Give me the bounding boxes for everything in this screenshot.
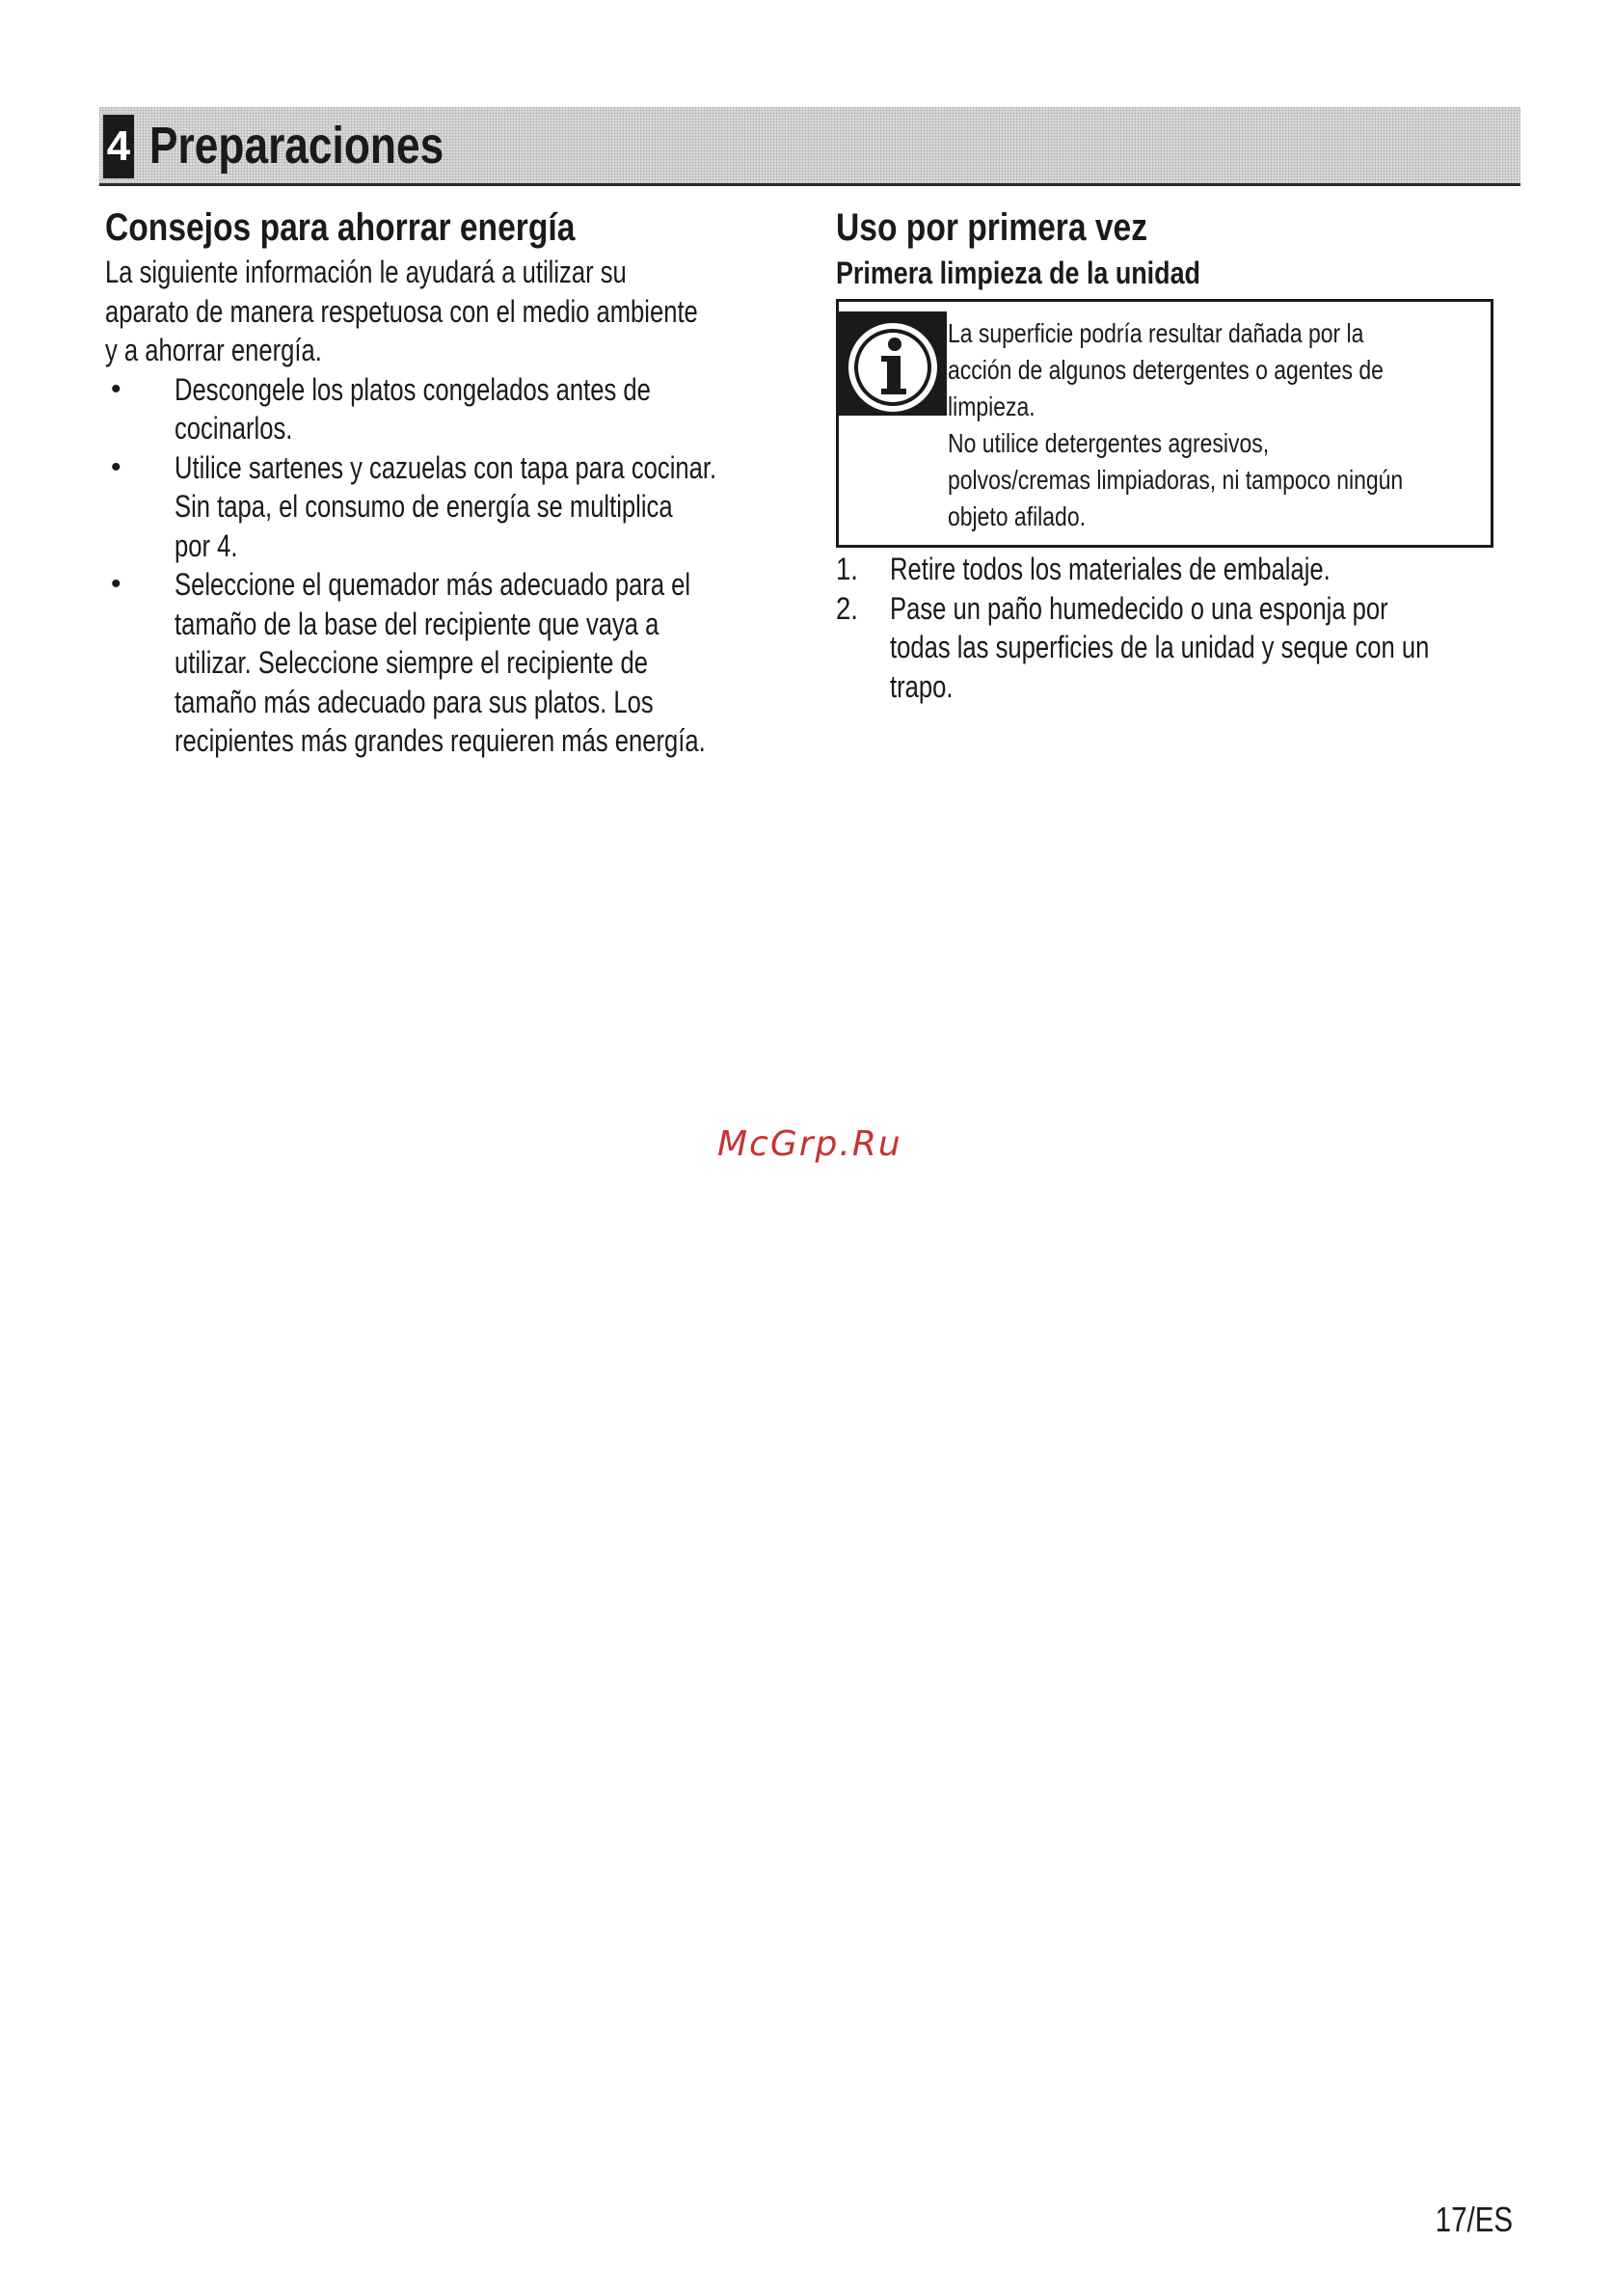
- left-column: [105, 203, 799, 761]
- intro-line: [105, 331, 799, 370]
- info-line: [948, 462, 1488, 499]
- bullet-line-text: utilizar. Seleccione siempre el recipiente de: [175, 645, 648, 680]
- bullet-item: [105, 448, 799, 566]
- step-line-text: Pase un paño humedecido o una esponja por: [890, 590, 1388, 626]
- bullet-line-text: Descongele los platos congelados antes de: [175, 371, 651, 407]
- bullet-line-text: recipientes más grandes requieren más energía.: [175, 723, 706, 758]
- bullet-line-text: cocinarlos.: [175, 411, 293, 446]
- info-line: [948, 315, 1488, 352]
- step-line: [890, 667, 1511, 707]
- info-line-text: No utilice detergentes agresivos,: [948, 428, 1270, 458]
- bullet-line-text: Seleccione el quemador más adecuado para el: [175, 567, 691, 602]
- bullet-line: [175, 683, 799, 722]
- step-line-text: todas las superficies de la unidad y seque con un: [890, 630, 1430, 664]
- step-number-text: 1.: [836, 552, 858, 586]
- intro-paragraph: [105, 253, 799, 370]
- bullet-line: [175, 721, 799, 761]
- intro-line-text: y a ahorrar energía.: [105, 333, 322, 367]
- info-line-text: La superficie podría resultar dañada por la: [948, 318, 1364, 348]
- bullet-line-text: tamaño más adecuado para sus platos. Los: [175, 684, 654, 719]
- section-heading-first-use-text: Uso por primera vez: [836, 206, 1148, 249]
- bullet-dot: •: [111, 450, 121, 483]
- info-line-text: polvos/cremas limpiadoras, ni tampoco ningún: [948, 465, 1404, 495]
- section-heading-energy: [105, 203, 799, 253]
- intro-line: [105, 253, 799, 292]
- info-line: [948, 389, 1488, 425]
- chapter-title-text: Preparaciones: [149, 117, 444, 175]
- bullet-list: [105, 370, 799, 761]
- step-line: [890, 628, 1511, 667]
- info-icon-graphic: [839, 311, 947, 416]
- bullet-line-text: tamaño de la base del recipiente que vaya a: [175, 606, 659, 641]
- info-line-text: limpieza.: [948, 392, 1036, 421]
- intro-line-text: La siguiente información le ayudará a utilizar su: [105, 255, 627, 289]
- info-notice-box: [836, 299, 1493, 548]
- info-line: [948, 425, 1488, 462]
- numbered-steps: [836, 550, 1511, 706]
- bullet-item: [105, 370, 799, 448]
- bullet-line-text: por 4.: [175, 527, 238, 563]
- bullet-line: [175, 605, 799, 644]
- intro-line: [105, 292, 799, 332]
- chapter-header: [99, 107, 1520, 186]
- subheading-first-cleaning-text: Primera limpieza de la unidad: [836, 256, 1200, 290]
- info-icon: [839, 311, 947, 416]
- bullet-line-text: Utilice sartenes y cazuelas con tapa para cocinar.: [175, 449, 717, 485]
- bullet-dot: •: [111, 372, 121, 405]
- bullet-line: [175, 448, 799, 488]
- bullet-line: [175, 487, 799, 527]
- step-line-text: trapo.: [890, 668, 954, 704]
- step-number: [836, 550, 862, 589]
- step-line: [890, 589, 1511, 629]
- info-line-text: acción de algunos detergentes o agentes de: [948, 355, 1384, 385]
- step-line: [890, 550, 1511, 589]
- bullet-item: [105, 565, 799, 761]
- step-line-text: Retire todos los materiales de embalaje.: [890, 552, 1331, 586]
- info-notice-text: [948, 315, 1488, 535]
- step-number-text: 2.: [836, 590, 858, 626]
- section-heading-first-use: [836, 203, 1511, 253]
- bullet-line: [175, 643, 799, 683]
- step-item: [836, 589, 1511, 707]
- bullet-line-text: Sin tapa, el consumo de energía se multiplica: [175, 489, 673, 524]
- intro-line-text: aparato de manera respetuosa con el medio ambiente: [105, 293, 698, 329]
- info-line: [948, 352, 1488, 389]
- chapter-title: [149, 111, 508, 180]
- section-heading-energy-text: Consejos para ahorrar energía: [105, 206, 576, 249]
- bullet-line: [175, 527, 799, 566]
- bullet-line: [175, 409, 799, 448]
- info-line-text: objeto afilado.: [948, 501, 1086, 531]
- subheading-first-cleaning: [836, 253, 1511, 293]
- bullet-line: [175, 565, 799, 605]
- bullet-line: [175, 370, 799, 410]
- right-column: [836, 203, 1511, 706]
- step-number: [836, 589, 862, 629]
- info-line: [948, 499, 1488, 535]
- step-item: [836, 550, 1511, 589]
- chapter-number: 4: [103, 115, 134, 178]
- page-number: [1418, 2199, 1513, 2241]
- watermark: McGrp.Ru: [717, 1124, 902, 1164]
- bullet-dot: •: [111, 568, 121, 600]
- page-number-text: 17/ES: [1435, 2200, 1513, 2239]
